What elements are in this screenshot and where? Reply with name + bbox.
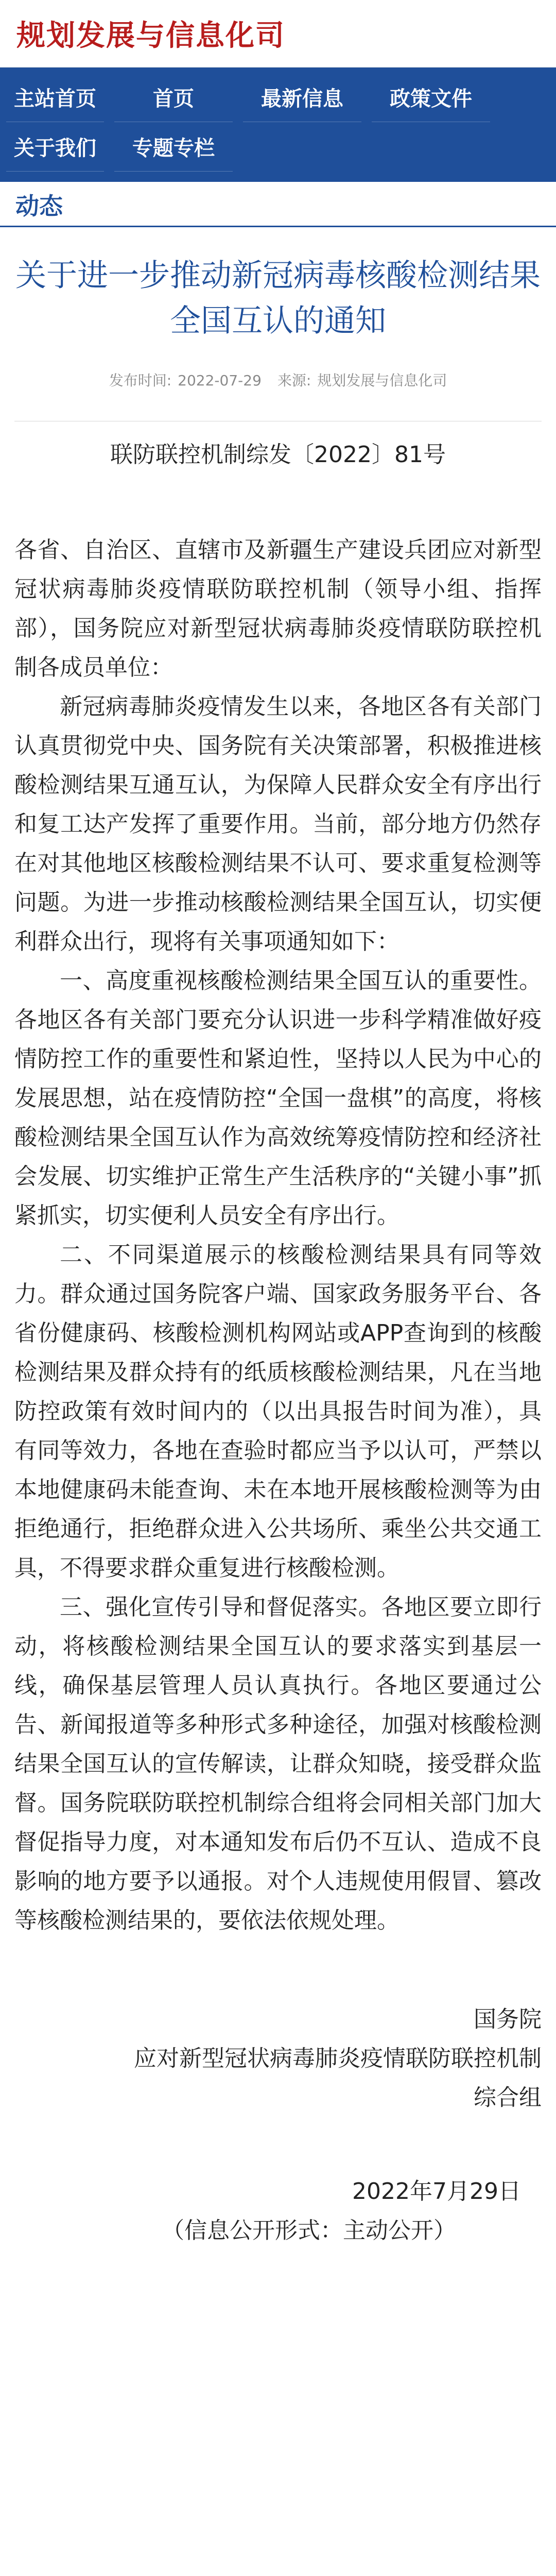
- article-meta: [14, 369, 542, 390]
- nav-item-policy-documents[interactable]: 政策文件: [372, 73, 490, 122]
- source-label: 来源:: [277, 372, 311, 389]
- article: [0, 253, 556, 2250]
- site-title[interactable]: 规划发展与信息化司: [16, 19, 285, 53]
- article-title: 关于进一步推动新冠病毒核酸检测结果全国互认的通知: [15, 258, 541, 339]
- section-header: [0, 182, 556, 227]
- main-nav: [0, 67, 556, 182]
- body-paragraph: 二、不同渠道展示的核酸检测结果具有同等效力。群众通过国务院客户端、国家政务服务平台、各省份健康码、核酸检测机构网站或APP查询到的核酸检测结果及群众持有的纸质核酸检测结果，凡在当地防控政策有效时间内的（以出具报告时间为准），具有同等效力，各地在查验时都应当予以认可，严禁以本地健康码未能查询、未在本地开展核酸检测等为由拒绝通行，拒绝群众进入公共场所、乘坐公共交通工具，不得要求群众重复进行核酸检测。: [14, 1242, 542, 1581]
- signature-block: [14, 2000, 542, 2117]
- signature-line: 国务院: [474, 2006, 542, 2032]
- nav-item-about-us[interactable]: 关于我们: [6, 122, 104, 172]
- body-paragraph: 新冠病毒肺炎疫情发生以来，各地区各有关部门认真贯彻党中央、国务院有关决策部署，积极推进核酸检测结果互通互认，为保障人民群众安全有序出行和复工达产发挥了重要作用。当前，部分地方仍然存在对其他地区核酸检测结果不认可、要求重复检测等问题。为进一步推动核酸检测结果全国互认，切实便利群众出行，现将有关事项通知如下：: [14, 693, 542, 955]
- publish-date: 2022-07-29: [178, 372, 262, 389]
- nav-item-home[interactable]: 首页: [114, 73, 233, 122]
- source-value: 规划发展与信息化司: [317, 372, 447, 389]
- publish-label: 发布时间:: [109, 372, 172, 389]
- section-label[interactable]: 动态: [15, 192, 63, 220]
- body-paragraph: 一、高度重视核酸检测结果全国互认的重要性。各地区各有关部门要充分认识进一步科学精准做好疫情防控工作的重要性和紧迫性，坚持以人民为中心的发展思想，站在疫情防控“全国一盘棋”的高度，将核酸检测结果全国互认作为高效统筹疫情防控和经济社会发展、切实维护正常生产生活秩序的“关键小事”抓紧抓实，切实便利人员安全有序出行。: [14, 968, 542, 1229]
- signature-line: 综合组: [474, 2084, 542, 2111]
- nav-item-main-home[interactable]: 主站首页: [6, 73, 104, 122]
- signature-line: 应对新型冠状病毒肺炎疫情联防联控机制: [134, 2045, 542, 2072]
- greeting-paragraph: 各省、自治区、直辖市及新疆生产建设兵团应对新型冠状病毒肺炎疫情联防联控机制（领导小组、指挥部），国务院应对新型冠状病毒肺炎疫情联防联控机制各成员单位：: [14, 537, 542, 681]
- site-header: [0, 0, 556, 67]
- nav-item-latest-info[interactable]: 最新信息: [243, 73, 361, 122]
- nav-item-special-topics[interactable]: 专题专栏: [114, 122, 233, 172]
- body-paragraph: 三、强化宣传引导和督促落实。各地区要立即行动，将核酸检测结果全国互认的要求落实到基层一线，确保基层管理人员认真执行。各地区要通过公告、新闻报道等多种形式多种途径，加强对核酸检测结果全国互认的宣传解读，让群众知晓，接受群众监督。国务院联防联控机制综合组将会同相关部门加大督促指导力度，对本通知发布后仍不互认、造成不良影响的地方要予以通报。对个人违规使用假冒、篡改等核酸检测结果的，要依法依规处理。: [14, 1594, 542, 1934]
- document-date: 2022年7月29日: [352, 2178, 521, 2205]
- disclosure-note: （信息公开形式：主动公开）: [162, 2217, 456, 2244]
- document-number: 联防联控机制综发〔2022〕81号: [110, 442, 446, 468]
